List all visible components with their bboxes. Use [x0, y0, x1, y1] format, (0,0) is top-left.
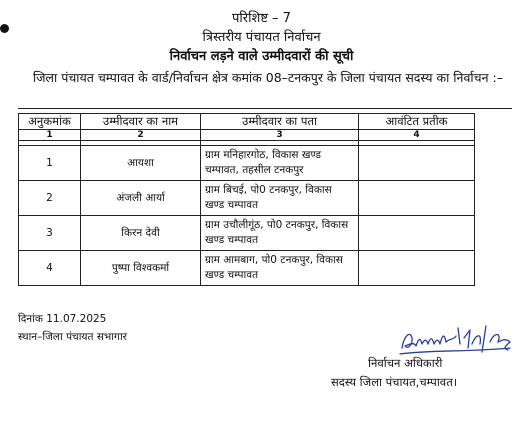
issue-place: स्थान–जिला पंचायत सभागार: [18, 331, 127, 343]
column-number: 3: [201, 130, 359, 141]
cell-sl: 1: [19, 146, 81, 181]
handwritten-signature: [398, 322, 516, 358]
column-header-sl: अनुकमांक: [19, 114, 81, 130]
cell-sl: 4: [19, 251, 81, 286]
returning-officer-office: सदस्य जिला पंचायत,चम्पावत।: [331, 375, 458, 389]
table-row: [19, 146, 475, 181]
cell-candidate-address: ग्राम उचौलीगूंठ, पो0 टनकपुर, विकास खण्ड चम्पावत: [201, 216, 359, 251]
signature-ink: [400, 326, 510, 354]
table-row: [19, 181, 475, 216]
cell-allotted-symbol: [359, 181, 475, 216]
column-number-row: [19, 130, 475, 141]
returning-officer-title: निर्वाचन अधिकारी: [368, 356, 443, 370]
table-row: [19, 251, 475, 286]
candidate-table: [18, 113, 475, 286]
cell-sl: 2: [19, 181, 81, 216]
column-number: 4: [359, 130, 475, 141]
document-title: निर्वाचन लड़ने वाले उम्मीदवारों की सूची: [169, 49, 354, 64]
election-heading: त्रिस्तरीय पंचायत निर्वाचन: [202, 30, 321, 45]
cell-candidate-name: पुष्पा विश्वकर्मा: [81, 251, 201, 286]
column-header-symbol: आवंटित प्रतीक: [359, 114, 475, 130]
column-number: 1: [19, 130, 81, 141]
cell-candidate-name: किरन देवी: [81, 216, 201, 251]
cell-candidate-address: ग्राम बिचई, पो0 टनकपुर, विकास खण्ड चम्पावत: [201, 181, 359, 216]
cell-allotted-symbol: [359, 216, 475, 251]
cell-allotted-symbol: [359, 251, 475, 286]
cell-candidate-name: आयशा: [81, 146, 201, 181]
cell-candidate-address: ग्राम आमबाग, पो0 टनकपुर, विकास खण्ड चम्पावत: [201, 251, 359, 286]
cell-candidate-address: ग्राम मनिहारगोठ, विकास खण्ड चम्पावत, तहसील टनकपुर: [201, 146, 359, 181]
intro-paragraph: जिला पंचायत चम्पावत के वार्ड/निर्वाचन क्षेत्र कमांक 08–टनकपुर के जिला पंचायत सदस्य का निर्वाचन :–: [33, 70, 503, 85]
column-number: 2: [81, 130, 201, 141]
table-row: [19, 216, 475, 251]
table-header-row: [19, 114, 475, 130]
cell-candidate-name: अंजली आर्या: [81, 181, 201, 216]
cell-sl: 3: [19, 216, 81, 251]
header-divider: [18, 108, 512, 109]
column-header-name: उम्मीदवार का नाम: [81, 114, 201, 130]
issue-date: दिनांक 11.07.2025: [18, 313, 107, 325]
cell-allotted-symbol: [359, 146, 475, 181]
appendix-label: परिशिष्ट – 7: [232, 11, 291, 26]
column-header-address: उम्मीदवार का पता: [201, 114, 359, 130]
